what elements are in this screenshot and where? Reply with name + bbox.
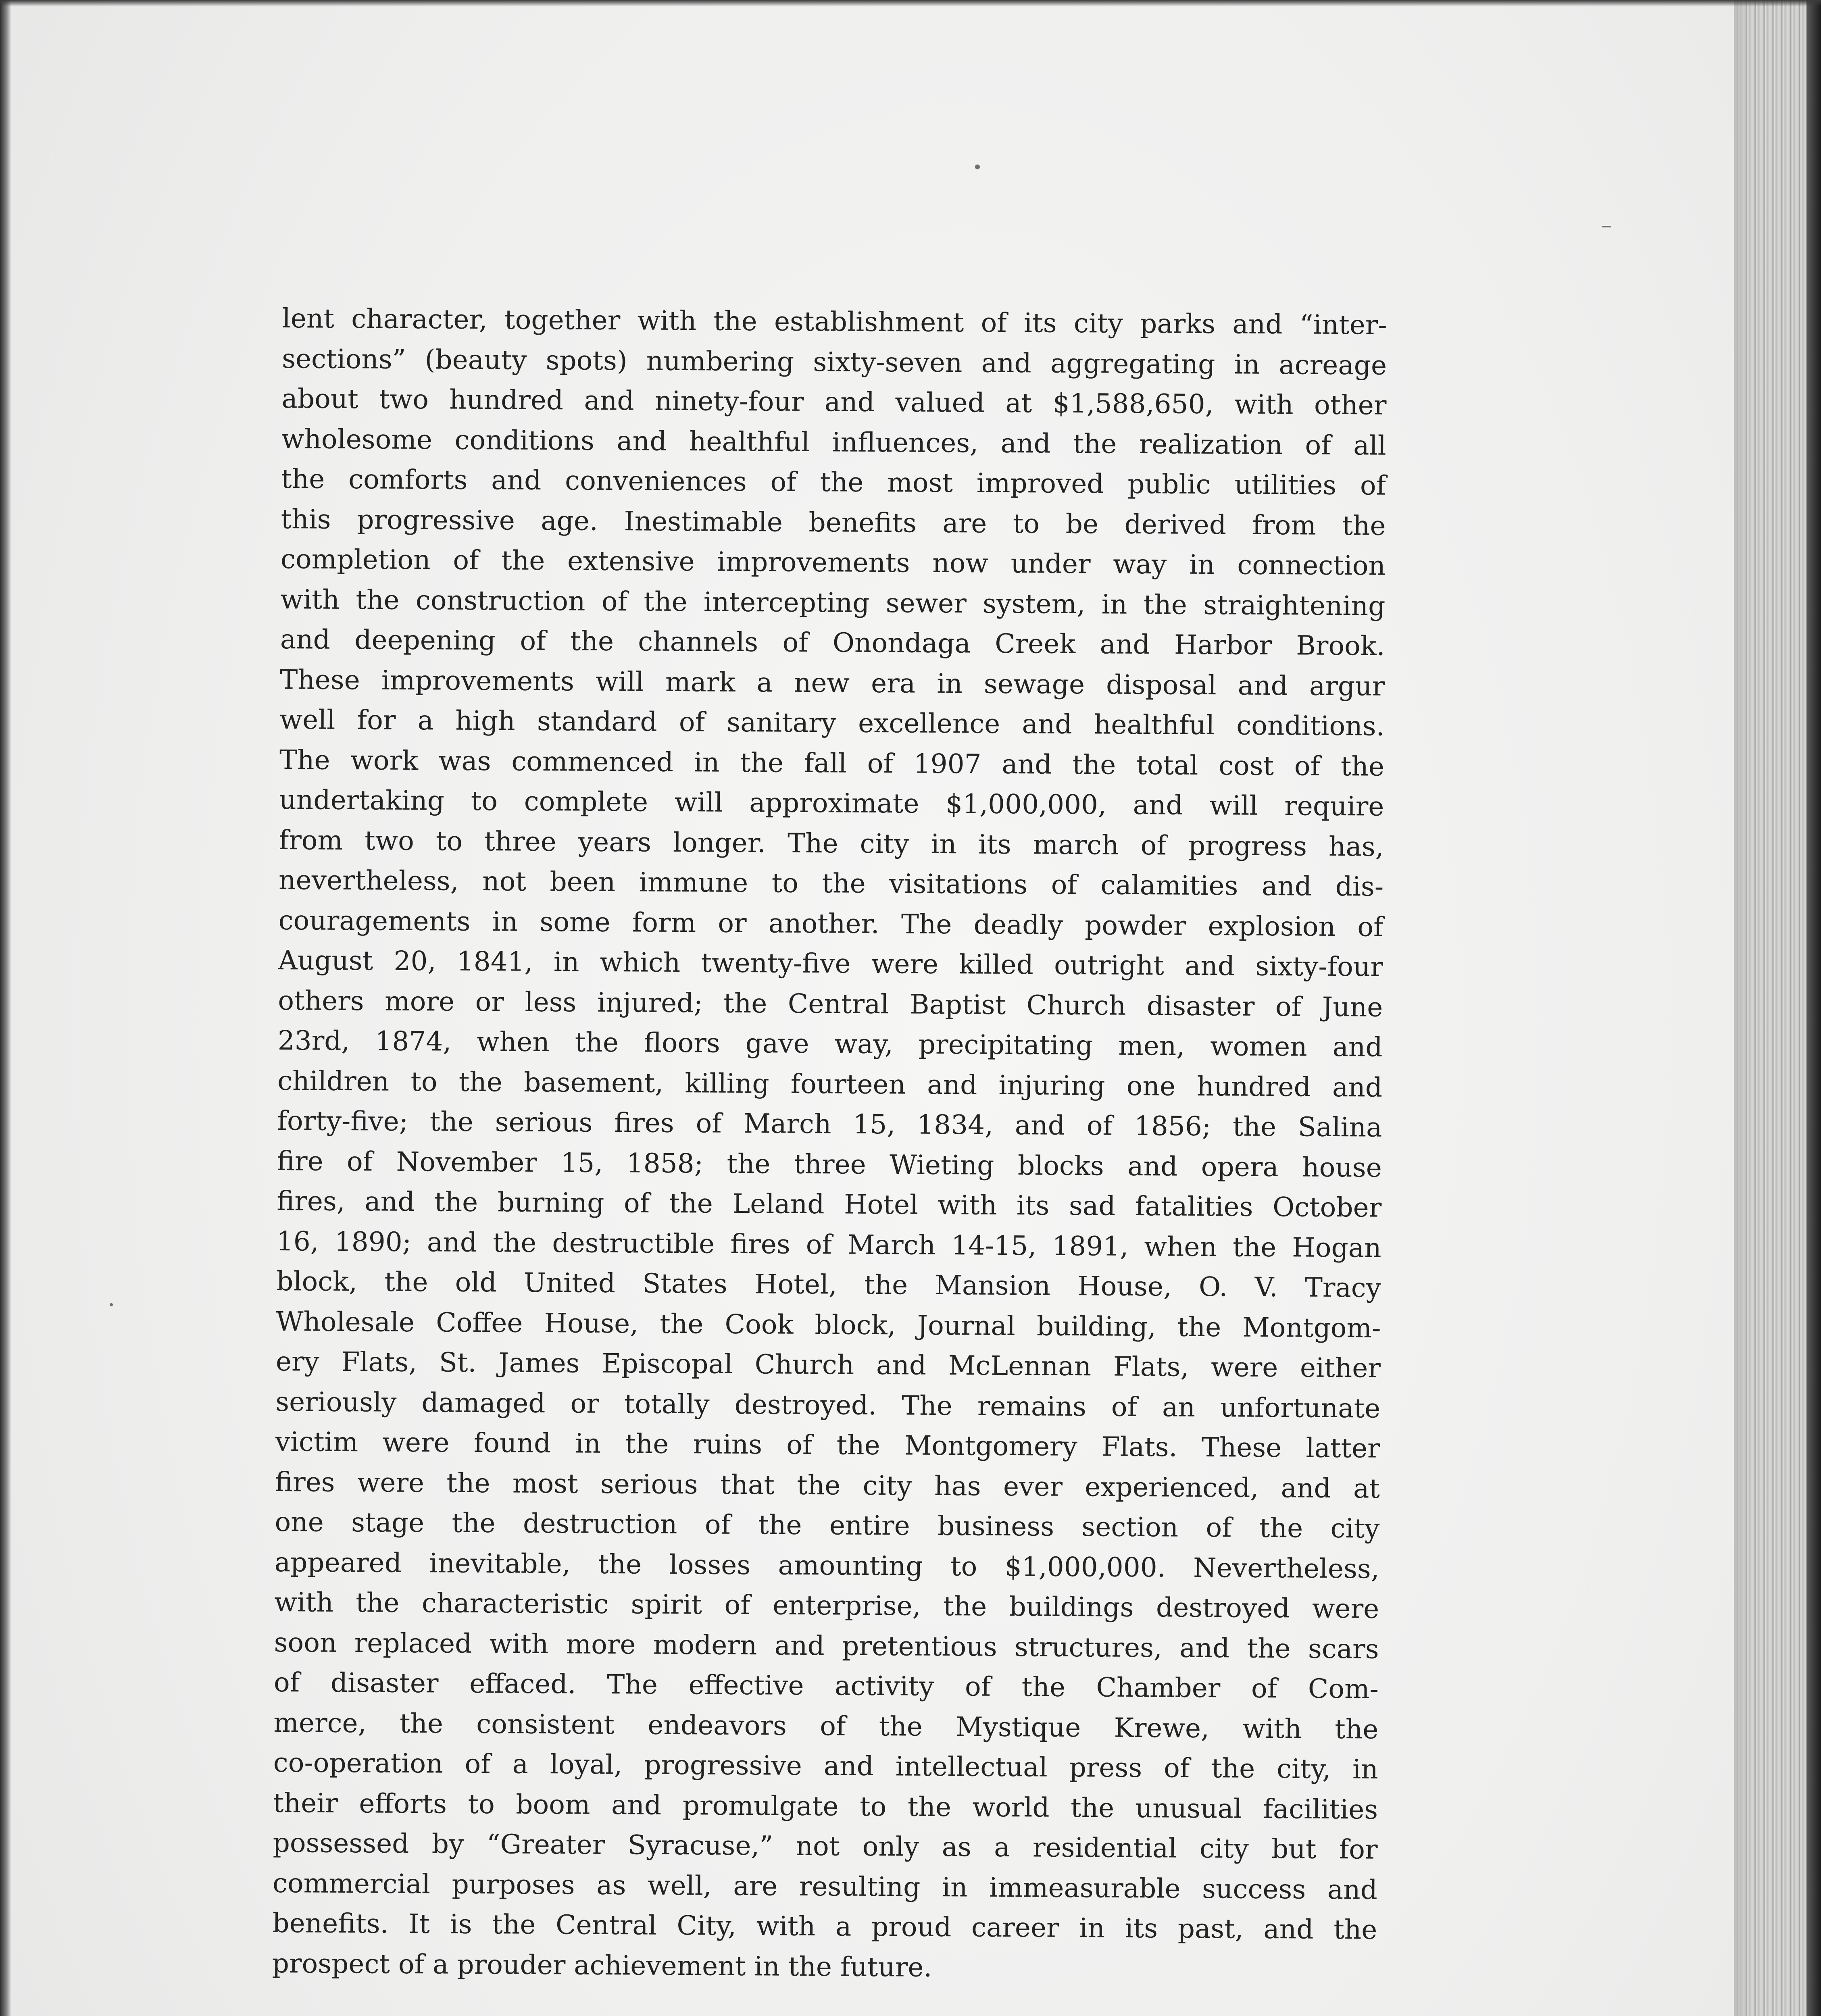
text-line: soon replaced with more modern and pretentious structures, and the scars [274, 1627, 1379, 1665]
text-line: of disaster effaced. The effective activity of the Chamber of Com- [273, 1666, 1379, 1705]
text-line: couragements in some form or another. The deadly powder explosion of [278, 904, 1383, 943]
text-line: appeared inevitable, the losses amounting to $1,000,000. Nevertheless, [274, 1546, 1380, 1585]
book-page-edges [1734, 0, 1821, 2016]
text-line: prospect of a prouder achievement in the future. [272, 1947, 932, 1983]
text-line: sections” (beauty spots) numbering sixty-seven and aggregating in acreage [281, 343, 1387, 381]
text-line: The work was commenced in the fall of 1907 and the total cost of the [279, 744, 1385, 782]
text-line: forty-five; the serious fires of March 15, 1834, and of 1856; the Salina [277, 1105, 1382, 1143]
text-line: fires, and the burning of the Leland Hotel with its sad fatalities October [277, 1185, 1382, 1223]
text-line: Wholesale Coffee House, the Cook block, Journal building, the Montgom- [276, 1306, 1381, 1344]
text-line: 23rd, 1874, when the floors gave way, precipitating men, women and [277, 1025, 1383, 1063]
scan-top-edge [0, 0, 1821, 6]
text-line: 16, 1890; and the destructible fires of March 14-15, 1891, when the Hogan [276, 1225, 1381, 1264]
text-line: lent character, together with the establishment of its city parks and “inter- [282, 302, 1387, 341]
text-line: from two to three years longer. The city in its march of progress has, [279, 824, 1384, 862]
text-line: nevertheless, not been immune to the visitations of calamities and dis- [278, 864, 1384, 902]
text-line: one stage the destruction of the entire business section of the city [275, 1506, 1380, 1544]
text-line: These improvements will mark a new era in sewage disposal and argur [279, 664, 1385, 702]
text-line: with the construction of the intercepting sewer system, in the straightening [280, 583, 1386, 622]
text-line: co-operation of a loyal, progressive and intellectual press of the city, in [273, 1747, 1379, 1785]
scan-speck [1602, 226, 1611, 227]
text-line: block, the old United States Hotel, the Mansion House, O. V. Tracy [276, 1265, 1381, 1304]
body-text [272, 298, 1387, 1990]
text-line: ery Flats, St. James Episcopal Church and McLennan Flats, were either [275, 1345, 1381, 1384]
text-line: with the characteristic spirit of enterprise, the buildings destroyed were [274, 1586, 1379, 1624]
text-line: seriously damaged or totally destroyed. The remains of an unfortunate [275, 1386, 1381, 1424]
text-line: well for a high standard of sanitary excellence and healthful conditions. [279, 704, 1385, 742]
text-line: this progressive age. Inestimable benefits are to be derived from the [281, 503, 1386, 541]
text-line: victim were found in the ruins of the Montgomery Flats. These latter [275, 1426, 1380, 1464]
text-line: about two hundred and ninety-four and valued at $1,588,650, with other [281, 383, 1387, 421]
text-line: completion of the extensive improvements now under way in connection [280, 543, 1386, 581]
text-line: wholesome conditions and healthful influences, and the realization of all [281, 423, 1387, 461]
text-line: and deepening of the channels of Onondaga Creek and Harbor Brook. [280, 623, 1386, 662]
scan-speck [975, 165, 980, 169]
text-line: the comforts and conveniences of the most improved public utilities of [281, 463, 1386, 501]
text-line: benefits. It is the Central City, with a proud career in its past, and the [272, 1907, 1377, 1945]
text-line: children to the basement, killing fourteen and injuring one hundred and [277, 1065, 1383, 1103]
text-line: fires were the most serious that the city has ever experienced, and at [275, 1466, 1380, 1504]
text-line: their efforts to boom and promulgate to the world the unusual facilities [273, 1787, 1378, 1825]
text-line: commercial purposes as well, are resulting in immeasurable success and [272, 1867, 1378, 1906]
text-line: merce, the consistent endeavors of the Mystique Krewe, with the [273, 1707, 1379, 1745]
text-line: undertaking to complete will approximate $1,000,000, and will require [279, 784, 1384, 822]
text-line: possessed by “Greater Syracuse,” not only as a residential city but for [273, 1827, 1378, 1865]
text-line: August 20, 1841, in which twenty-five were killed outright and sixty-four [278, 944, 1383, 983]
scan-left-edge [0, 0, 11, 2016]
text-line: fire of November 15, 1858; the three Wieting blocks and opera house [277, 1145, 1382, 1183]
scan-speck [110, 1303, 113, 1306]
text-line: others more or less injured; the Central Baptist Church disaster of June [278, 985, 1383, 1023]
